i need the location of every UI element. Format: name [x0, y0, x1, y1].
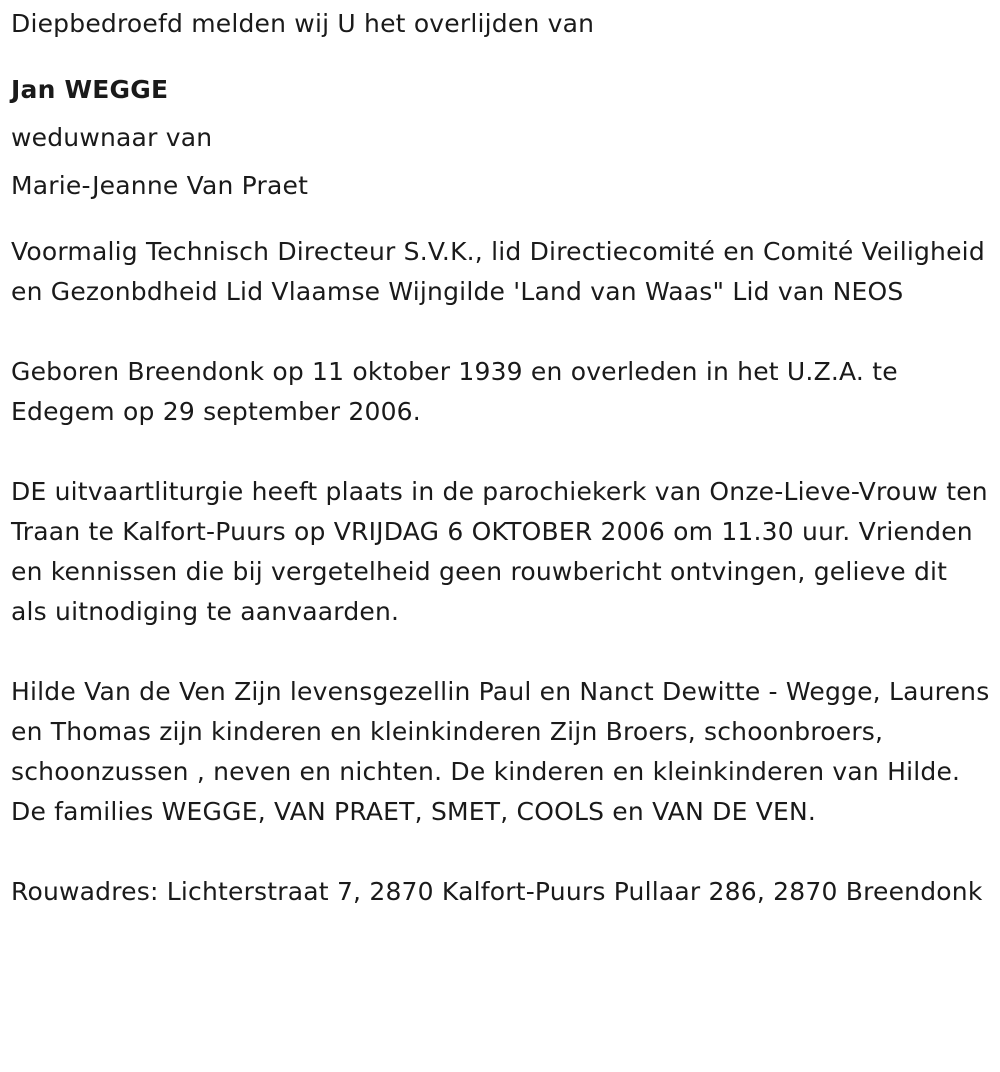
intro-text: Diepbedroefd melden wij U het overlijden van [11, 9, 595, 38]
death-notice [11, 4, 991, 912]
address-paragraph: Rouwadres: Lichterstraat 7, 2870 Kalfort-Puurs Pullaar 286, 2870 Breendonk [11, 877, 983, 906]
family-paragraph: Hilde Van de Ven Zijn levensgezellin Paul en Nanct Dewitte - Wegge, Laurens en Thomas zijn kinderen en kleinkinderen Zijn Broers, schoonbroers, schoonzussen , neven en nichten. De kinderen en kleinkinderen van Hilde. De families WEGGE, VAN PRAET, SMET, COOLS en VAN DE VEN. [11, 677, 990, 826]
spouse-name: Marie-Jeanne Van Praet [11, 171, 309, 200]
funeral-paragraph: DE uitvaartliturgie heeft plaats in de parochiekerk van Onze-Lieve-Vrouw ten Traan te Kalfort-Puurs op VRIJDAG 6 OKTOBER 2006 om 11.30 uur. Vrienden en kennissen die bij vergetelheid geen rouwbericht ontvingen, gelieve dit als uitnodiging te aanvaarden. [11, 477, 988, 626]
birth-death-paragraph: Geboren Breendonk op 11 oktober 1939 en overleden in het U.Z.A. te Edegem op 29 september 2006. [11, 357, 898, 426]
functions-paragraph: Voormalig Technisch Directeur S.V.K., lid Directiecomité en Comité Veiligheid en Gezonbdheid Lid Vlaamse Wijngilde 'Land van Waas" Lid van NEOS [11, 237, 985, 306]
relation-text: weduwnaar van [11, 123, 213, 152]
deceased-name: Jan WEGGE [11, 75, 169, 104]
